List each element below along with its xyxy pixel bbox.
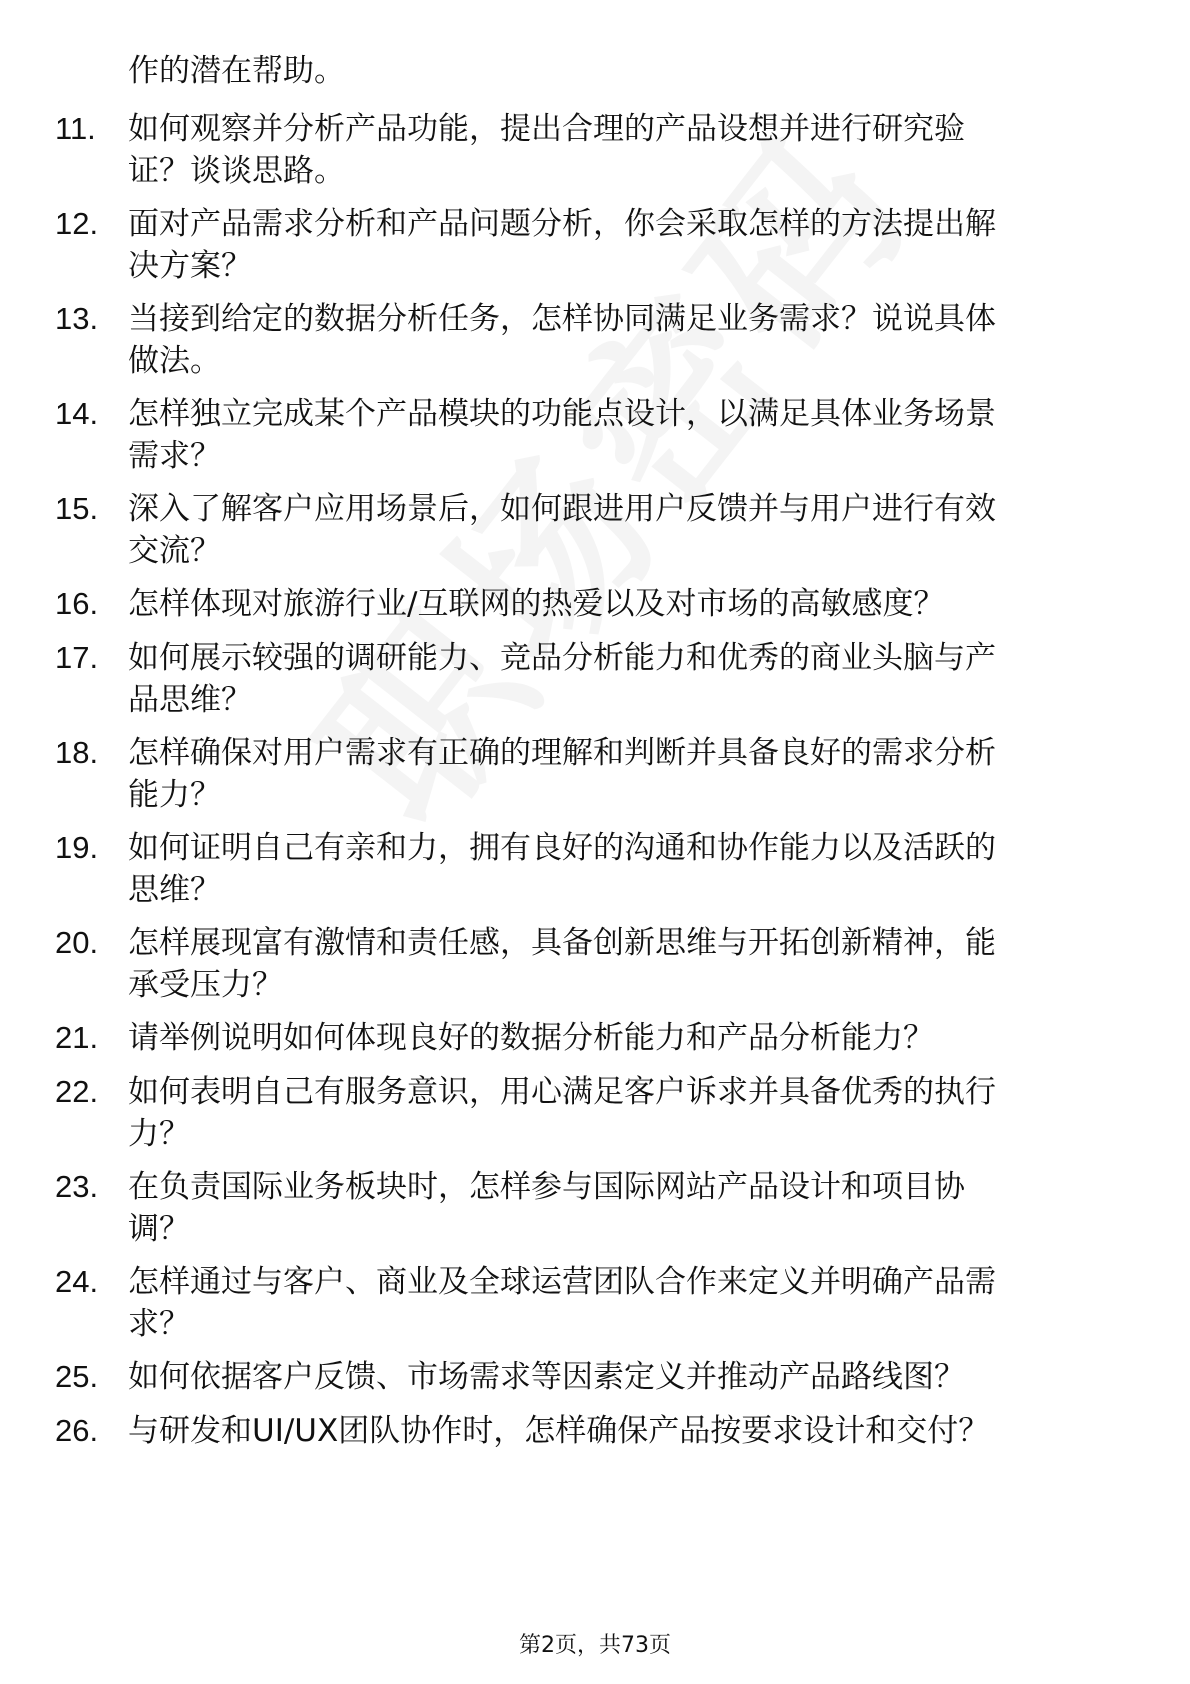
item-text: 怎样独立完成某个产品模块的功能点设计，以满足具体业务场景 需求？: [128, 396, 996, 474]
item-text: 请举例说明如何体现良好的数据分析能力和产品分析能力？: [128, 1020, 934, 1056]
item-text: 如何观察并分析产品功能，提出合理的产品设想并进行研究验 证？谈谈思路。: [128, 111, 965, 189]
item-number: 22.: [55, 1074, 99, 1109]
item-text: 与研发和UI/UX团队协作时，怎样确保产品按要求设计和交付？: [128, 1413, 990, 1449]
item-number: 23.: [55, 1169, 99, 1204]
item-number: 25.: [55, 1359, 99, 1394]
continuation-text: 作的潜在帮助。: [128, 53, 345, 89]
item-text: 在负责国际业务板块时，怎样参与国际网站产品设计和项目协 调？: [128, 1169, 965, 1247]
item-number: 15.: [55, 491, 99, 526]
item-number: 12.: [55, 206, 99, 241]
item-number: 24.: [55, 1264, 99, 1299]
item-text: 怎样展现富有激情和责任感，具备创新思维与开拓创新精神，能 承受压力？: [128, 925, 996, 1003]
item-number: 21.: [55, 1020, 99, 1055]
item-text: 怎样体现对旅游行业/互联网的热爱以及对市场的高敏感度？: [128, 586, 945, 622]
item-number: 18.: [55, 735, 99, 770]
item-text: 当接到给定的数据分析任务，怎样协同满足业务需求？说说具体 做法。: [128, 301, 996, 379]
item-text: 如何展示较强的调研能力、竞品分析能力和优秀的商业头脑与产 品思维？: [128, 640, 996, 718]
item-number: 11.: [55, 111, 96, 146]
item-text: 如何表明自己有服务意识，用心满足客户诉求并具备优秀的执行 力？: [128, 1074, 996, 1152]
item-number: 16.: [55, 586, 99, 621]
item-text: 如何证明自己有亲和力，拥有良好的沟通和协作能力以及活跃的 思维？: [128, 830, 996, 908]
item-text: 面对产品需求分析和产品问题分析，你会采取怎样的方法提出解 决方案？: [128, 206, 996, 284]
item-number: 13.: [55, 301, 99, 336]
item-number: 14.: [55, 396, 99, 431]
item-text: 怎样确保对用户需求有正确的理解和判断并具备良好的需求分析 能力？: [128, 735, 996, 813]
item-number: 19.: [55, 830, 99, 865]
item-number: 26.: [55, 1413, 99, 1448]
item-text: 怎样通过与客户、商业及全球运营团队合作来定义并明确产品需 求？: [128, 1264, 996, 1342]
page-footer: 第2页，共73页: [519, 1633, 671, 1658]
item-text: 如何依据客户反馈、市场需求等因素定义并推动产品路线图？: [128, 1359, 965, 1395]
item-number: 17.: [55, 640, 99, 675]
item-number: 20.: [55, 925, 99, 960]
item-text: 深入了解客户应用场景后，如何跟进用户反馈并与用户进行有效 交流？: [128, 491, 996, 569]
